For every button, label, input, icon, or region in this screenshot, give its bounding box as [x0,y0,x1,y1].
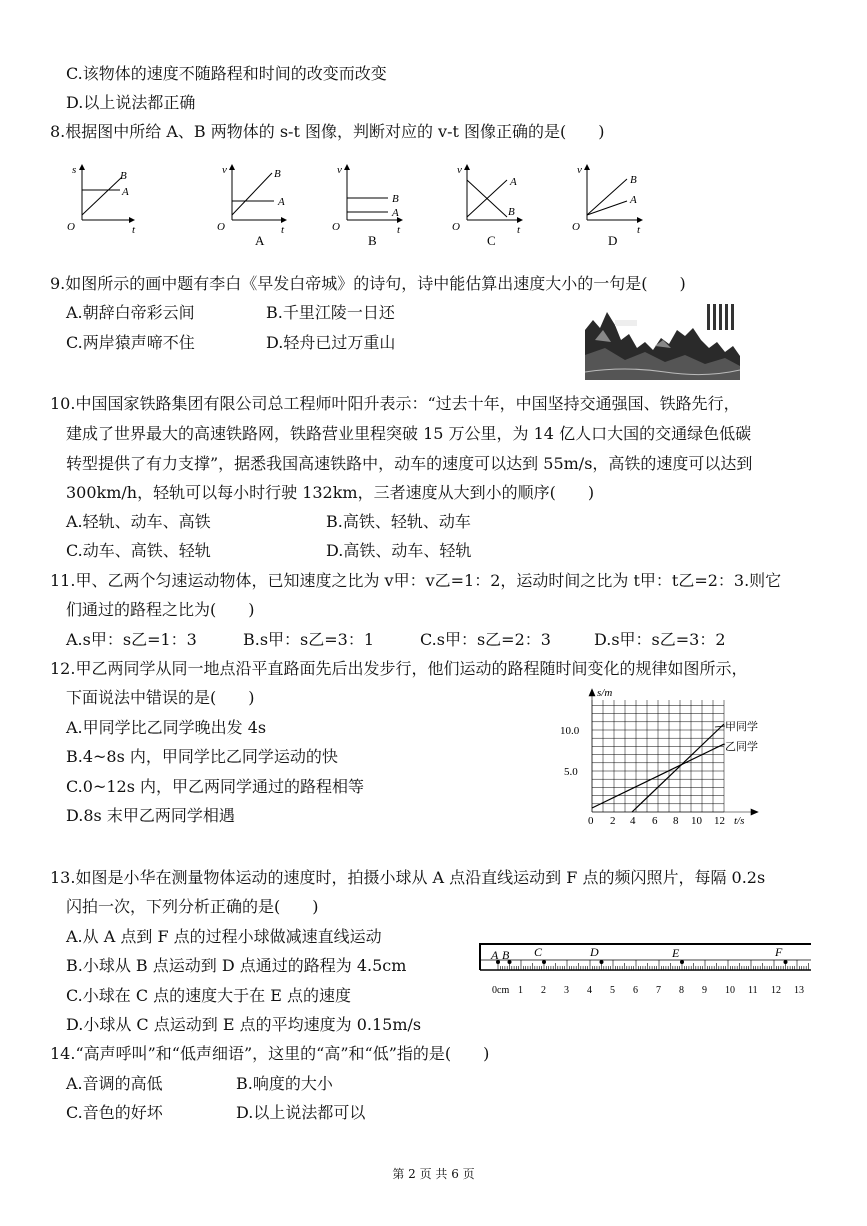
flash-ball [542,960,546,964]
svg-text:A: A [392,207,399,219]
q12-y-tick-10: 10.0 [560,725,580,737]
svg-text:O: O [217,221,225,233]
ruler-number: 3 [564,985,569,996]
ruler-point-e: E [672,946,680,960]
q10-line-3: 转型提供了有力支撑”，据悉我国高速铁路中，动车的速度可以达到 55m/s，高铁的速度可以达到 [66,454,753,473]
q8-caption-c: C [487,233,496,248]
q8-st-a-label: A [122,186,129,198]
q8-st-o-label: O [67,221,75,233]
q12-x-axis-label: t/s [734,815,745,827]
q8-stem: 8.根据图中所给 A、B 两物体的 s-t 图像，判断对应的 v-t 图像正确的是( ) [50,122,605,141]
flash-ball [600,960,604,964]
q14-option-a: A.音调的高低 [66,1074,163,1093]
q13-ruler-photo [478,938,813,998]
ruler-number: 4 [587,985,592,996]
ruler-number: 8 [679,985,684,996]
svg-text:A: A [630,194,637,206]
ruler-number: 11 [748,985,758,996]
ruler-number: 2 [541,985,546,996]
landscape-painting-image [585,300,740,380]
q10-option-c: C.动车、高铁、轻轨 [66,541,211,560]
q12-line-jia [632,724,724,812]
q10-option-d: D.高铁、动车、轻轨 [326,541,472,560]
ruler-number: 12 [771,985,781,996]
q9-option-d: D.轻舟已过万重山 [266,333,396,352]
q8-graph-c [452,164,521,248]
svg-text:v: v [577,164,582,176]
q12-y-tick-5: 5.0 [564,766,578,778]
svg-text:v: v [457,164,462,176]
q11-option-b: B.s甲：s乙=3：1 [243,630,375,649]
q8-st-s-label: s [72,164,77,176]
q12-option-b: B.4~8s 内，甲同学比乙同学运动的快 [66,747,338,766]
svg-text:B: B [630,174,637,186]
svg-text:v: v [337,164,342,176]
q13-option-d: D.小球从 C 点运动到 E 点的平均速度为 0.15m/s [66,1015,422,1034]
ruler-point-b: B [502,948,510,962]
q10-line-4: 300km/h，轻轨可以每小时行驶 132km，三者速度从大到小的顺序( ) [66,483,595,502]
svg-text:6: 6 [652,815,658,827]
q12-line-1: 12.甲乙两同学从同一地点沿平直路面先后出发步行，他们运动的路程随时间变化的规律如图所示， [50,659,748,678]
page-footer: 第 2 页 共 6 页 [392,1167,475,1181]
q8-graph-d [572,164,641,248]
q11-option-c: C.s甲：s乙=2：3 [420,630,551,649]
ruler-number: 9 [702,985,707,996]
flash-ball [680,960,684,964]
svg-text:B: B [274,168,281,180]
ruler-point-d: D [590,945,599,959]
q8-st-t-label: t [132,224,136,236]
q8-caption-d: D [608,233,618,248]
ruler-point-f: F [775,945,783,959]
svg-text:0: 0 [588,815,594,827]
q9-stem: 9.如图所示的画中题有李白《早发白帝城》的诗句，诗中能估算出速度大小的一句是( ) [50,274,686,293]
svg-text:12: 12 [714,815,725,827]
q12-line-2: 下面说法中错误的是( ) [66,688,255,707]
ruler-unit: 0cm [492,985,510,996]
q10-option-a: A.轻轨、动车、高铁 [66,512,211,531]
q13-line-2: 闪拍一次，下列分析正确的是( ) [66,897,319,916]
q13-option-b: B.小球从 B 点运动到 D 点通过的路程为 4.5cm [66,956,407,975]
q14-option-c: C.音色的好坏 [66,1103,163,1122]
ruler-number: 1 [518,985,523,996]
svg-text:t: t [517,224,521,236]
q12-label-yi: 乙同学 [725,741,758,753]
q8-graph-b [332,164,401,248]
ruler-number: 7 [656,985,661,996]
svg-text:4: 4 [630,815,636,827]
q12-st-graph [555,684,770,829]
svg-text:O: O [452,221,460,233]
q11-option-a: A.s甲：s乙=1：3 [66,630,197,649]
q7-option-d: D.以上说法都正确 [66,93,196,112]
q11-option-d: D.s甲：s乙=3：2 [594,630,726,649]
q8-st-b-label: B [120,170,127,182]
ruler-number: 10 [725,985,735,996]
q11-line-2: 们通过的路程之比为( ) [66,600,255,619]
q9-option-a: A.朝辞白帝彩云间 [66,303,195,322]
q14-option-d: D.以上说法都可以 [236,1103,366,1122]
q8-graphs [50,155,670,250]
svg-text:10: 10 [691,815,702,827]
q12-option-d: D.8s 末甲乙两同学相遇 [66,806,235,825]
q8-graph-a [217,164,285,248]
svg-text:8: 8 [673,815,679,827]
q8-st-graph [67,164,136,236]
svg-text:A: A [510,176,517,188]
svg-text:2: 2 [610,815,616,827]
q12-y-axis-label: s/m [597,687,613,699]
q10-line-1: 10.中国国家铁路集团有限公司总工程师叶阳升表示：“过去十年，中国坚持交通强国、铁路先行， [50,394,740,413]
ruler-point-a: A [491,948,499,962]
svg-text:B: B [392,193,399,205]
ruler-number: 13 [794,985,804,996]
q13-line-1: 13.如图是小华在测量物体运动的速度时，拍摄小球从 A 点沿直线运动到 F 点的频闪照片，每隔 0.2s [50,868,766,887]
svg-text:t: t [397,224,401,236]
svg-text:B: B [508,206,515,218]
q13-option-c: C.小球在 C 点的速度大于在 E 点的速度 [66,986,352,1005]
q10-line-2: 建成了世界最大的高速铁路网，铁路营业里程突破 15 万公里，为 14 亿人口大国的交通绿色低碳 [66,424,752,443]
q12-option-c: C.0~12s 内，甲乙两同学通过的路程相等 [66,777,365,796]
ruler-number: 6 [633,985,638,996]
q12-option-a: A.甲同学比乙同学晚出发 4s [66,718,267,737]
svg-text:A: A [278,196,285,208]
svg-text:O: O [572,221,580,233]
q14-stem: 14.“高声呼叫”和“低声细语”，这里的“高”和“低”指的是( ) [50,1044,490,1063]
q12-label-jia: 甲同学 [725,721,758,733]
svg-text:v: v [222,164,227,176]
svg-text:t: t [637,224,641,236]
q8-caption-b: B [368,233,377,248]
q7-option-c: C.该物体的速度不随路程和时间的改变而改变 [66,64,387,83]
ruler-point-c: C [534,945,543,959]
q9-option-c: C.两岸猿声啼不住 [66,333,195,352]
flash-ball [784,960,788,964]
q11-line-1: 11.甲、乙两个匀速运动物体，已知速度之比为 v甲：v乙=1：2，运动时间之比为 t甲：t乙=2：3.则它 [50,571,782,590]
q9-option-b: B.千里江陵一日还 [266,303,395,322]
q13-option-a: A.从 A 点到 F 点的过程小球做减速直线运动 [66,927,382,946]
svg-text:t: t [281,224,285,236]
ruler-number: 5 [610,985,615,996]
q8-caption-a: A [255,233,265,248]
svg-text:O: O [332,221,340,233]
q10-option-b: B.高铁、轻轨、动车 [326,512,471,531]
q14-option-b: B.响度的大小 [236,1074,333,1093]
